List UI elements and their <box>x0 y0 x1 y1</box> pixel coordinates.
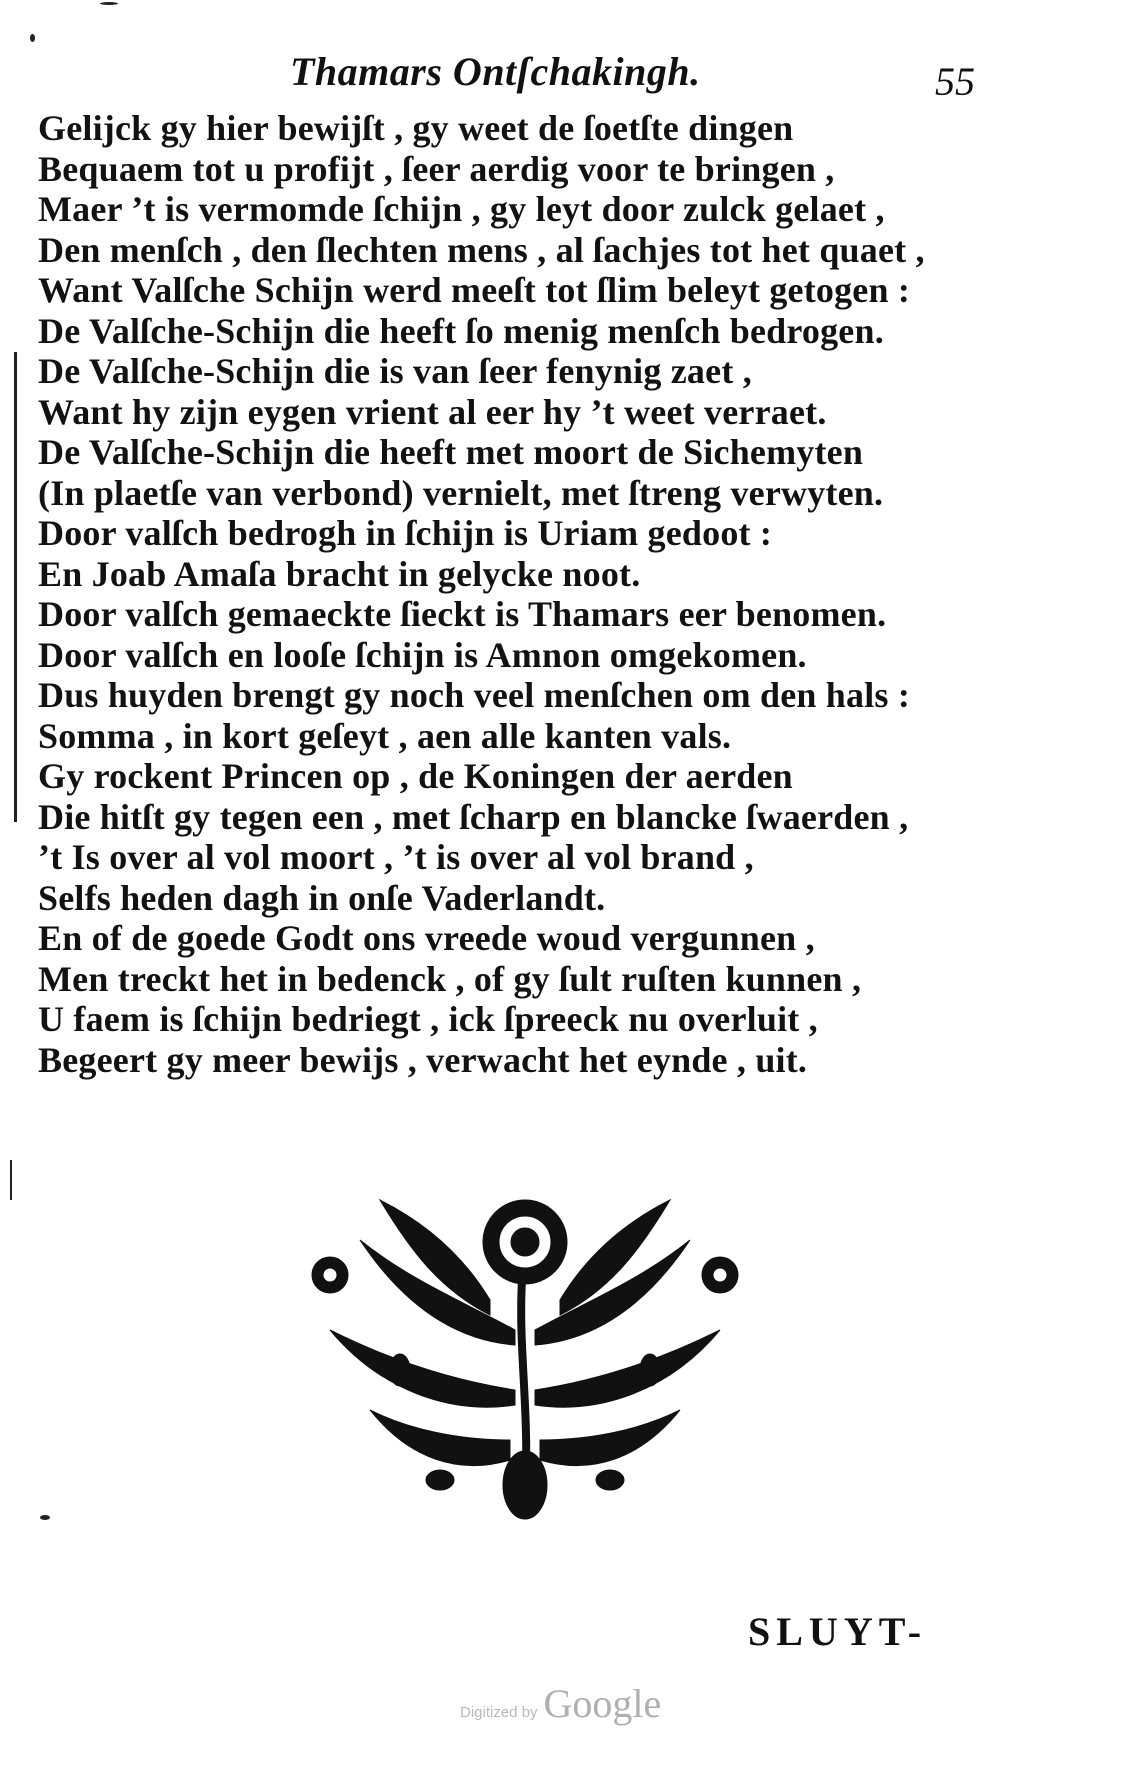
verse-line: Men treckt het in bedenck , of gy ſult ruſten kunnen , <box>38 958 862 999</box>
verse-line: Somma , in kort geſeyt , aen alle kanten vals. <box>38 715 732 756</box>
floral-woodcut-icon <box>290 1180 760 1520</box>
verse-line: Den menſch , den ſlechten mens , al ſachjes tot het quaet , <box>38 229 925 270</box>
verse-line: Door valſch en looſe ſchijn is Amnon omgekomen. <box>38 634 807 675</box>
verse-line: Gelijck gy hier bewijſt , gy weet de ſoetſte dingen <box>38 108 794 148</box>
verse-line: Want hy zijn eygen vrient al eer hy ’t weet verraet. <box>38 391 827 432</box>
digitization-watermark <box>460 1680 661 1727</box>
verse-line: U faem is ſchijn bedriegt , ick ſpreeck nu overluit , <box>38 999 818 1039</box>
verse-line: Selfs heden dagh in onſe Vaderlandt. <box>38 877 606 918</box>
catchword: SLUYT- <box>748 1609 928 1654</box>
verse-block <box>38 108 1038 1080</box>
verse-line: Door valſch gemaeckte ſieckt is Thamars eer benomen. <box>38 594 887 634</box>
ink-speck <box>30 34 35 42</box>
google-logo: Google <box>543 1681 662 1726</box>
verse-line: (In plaetſe van verbond) vernielt, met ſtreng verwyten. <box>38 472 884 513</box>
verse-line: En Joab Amaſa bracht in gelycke noot. <box>38 553 641 594</box>
verse-line: Dus huyden brengt gy noch veel menſchen om den hals : <box>38 675 911 715</box>
watermark-prefix: Digitized by <box>460 1704 538 1721</box>
verse-line: De Valſche-Schijn die heeft ſo menig menſch bedrogen. <box>38 310 884 351</box>
page-number: 55 <box>935 59 975 104</box>
verse-line: Bequaem tot u profijt , ſeer aerdig voor te bringen , <box>38 148 835 189</box>
verse-line: Gy rockent Princen op , de Koningen der aerden <box>38 756 793 796</box>
verse-line: Want Valſche Schijn werd meeſt tot ſlim beleyt getogen : <box>38 270 911 310</box>
ink-speck <box>40 1515 50 1520</box>
ink-speck <box>100 2 118 5</box>
verse-line: Maer ’t is vermomde ſchijn , gy leyt door zulck gelaet , <box>38 189 885 229</box>
margin-rule-small <box>10 1160 12 1200</box>
verse-line: ’t Is over al vol moort , ’t is over al vol brand , <box>38 837 754 877</box>
verse-line: Die hitſt gy tegen een , met ſcharp en blancke ſwaerden , <box>38 796 909 837</box>
running-title: Thamars Ontſchakingh. <box>290 49 701 94</box>
margin-rule <box>14 352 17 822</box>
verse-line: Door valſch bedrogh in ſchijn is Uriam gedoot : <box>38 513 773 553</box>
verse-line: De Valſche-Schijn die heeft met moort de Sichemyten <box>38 432 864 472</box>
verse-line: De Valſche-Schijn die is van ſeer fenynig zaet , <box>38 351 752 391</box>
verse-line: En of de goede Godt ons vreede woud vergunnen , <box>38 918 815 958</box>
verse-line: Begeert gy meer bewijs , verwacht het eynde , uit. <box>38 1039 808 1080</box>
